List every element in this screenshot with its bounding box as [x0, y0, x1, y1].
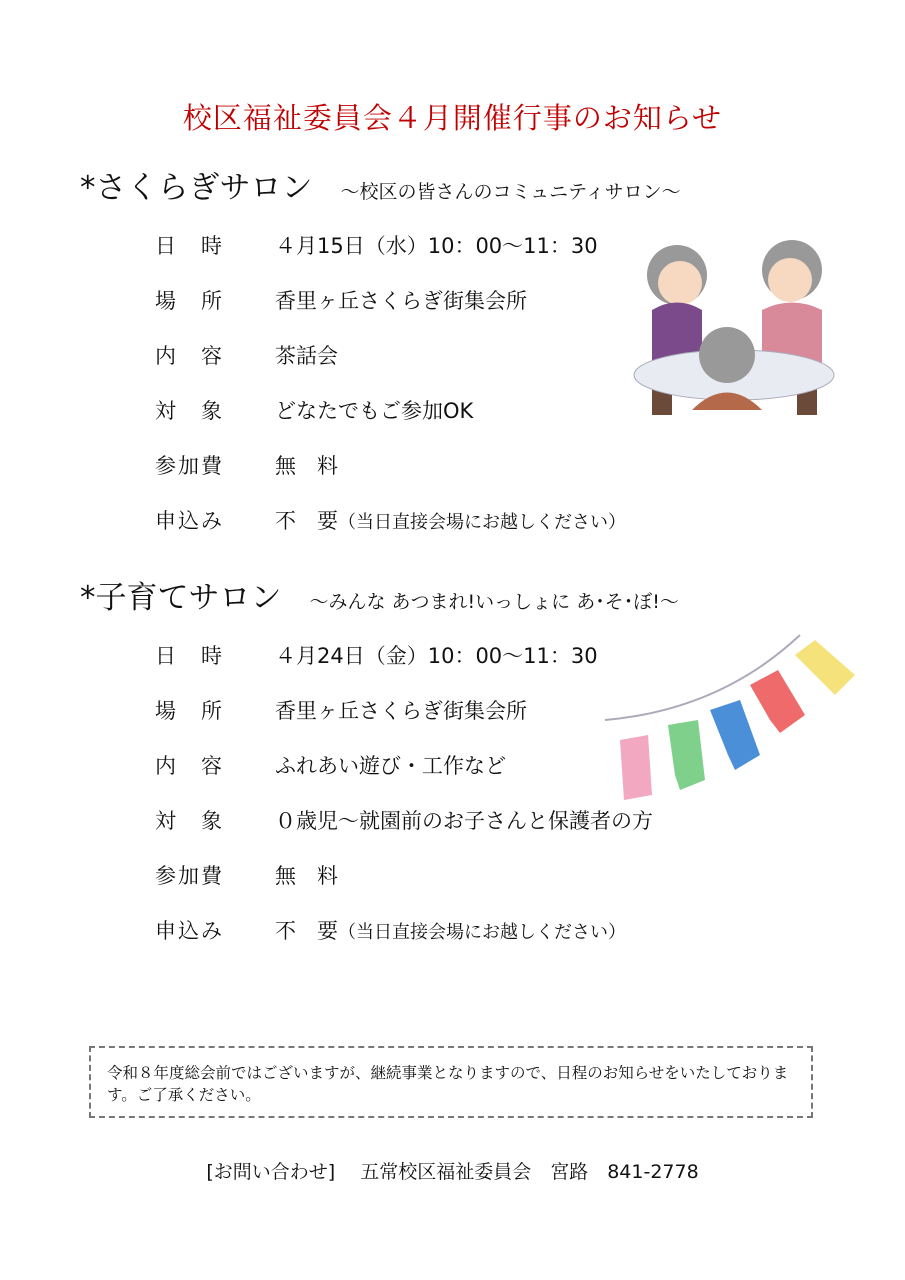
row-label: 参加費 [155, 454, 224, 478]
section-heading-sakuragi [80, 162, 681, 207]
row-note: （当日直接会場にお越しください） [338, 512, 626, 533]
row-label: 申込み [155, 509, 224, 533]
row-value: 不 要 [275, 509, 338, 533]
info-row [155, 860, 338, 890]
row-value: ふれあい遊び・工作など [275, 754, 506, 778]
row-label: 参加費 [155, 864, 224, 888]
info-row [155, 805, 653, 835]
info-row [155, 450, 338, 480]
row-value: ４月15日（水）10：00～11：30 [275, 234, 598, 258]
row-value: ０歳児～就園前のお子さんと保護者の方 [275, 809, 653, 833]
row-value: 香里ヶ丘さくらぎ街集会所 [275, 289, 527, 313]
row-value: どなたでもご参加OK [275, 399, 474, 423]
row-label: 内 容 [155, 344, 224, 368]
tea-party-illustration [632, 235, 837, 420]
info-row [155, 640, 598, 670]
info-row [155, 340, 338, 370]
row-value: ４月24日（金）10：00～11：30 [275, 644, 598, 668]
row-value: 無 料 [275, 864, 338, 888]
row-value: 不 要 [275, 919, 338, 943]
page-title: 校区福祉委員会４月開催行事のお知らせ [182, 101, 723, 135]
koinobori-garland-illustration [600, 615, 860, 805]
info-row [155, 750, 506, 780]
contact-info: [お問い合わせ] 五常校区福祉委員会 宮路 841-2778 [206, 1161, 699, 1183]
row-value: 無 料 [275, 454, 338, 478]
row-label: 申込み [155, 919, 224, 943]
heading-subtitle: ～みんな あつまれ!いっしょに あ･そ･ぼ!～ [309, 591, 679, 613]
row-label: 日 時 [155, 644, 224, 668]
row-label: 場 所 [155, 699, 224, 723]
heading-text: *子育てサロン [80, 580, 282, 616]
row-label: 日 時 [155, 234, 224, 258]
row-label: 内 容 [155, 754, 224, 778]
row-value: 茶話会 [275, 344, 338, 368]
info-row [155, 395, 473, 425]
notice-box: 令和８年度総会前ではございますが、継続事業となりますので、日程のお知らせをいたしております。ご了承ください。 [89, 1046, 813, 1118]
row-label: 対 象 [155, 399, 224, 423]
row-value: 香里ヶ丘さくらぎ街集会所 [275, 699, 527, 723]
row-note: （当日直接会場にお越しください） [338, 922, 626, 943]
section-heading-kosodate [80, 572, 679, 617]
info-row [155, 505, 626, 535]
info-row [155, 230, 598, 260]
info-row [155, 915, 626, 945]
info-row [155, 285, 527, 315]
heading-text: *さくらぎサロン [80, 170, 313, 206]
row-label: 場 所 [155, 289, 224, 313]
heading-subtitle: ～校区の皆さんのコミュニティサロン～ [340, 181, 681, 203]
info-row [155, 695, 527, 725]
row-label: 対 象 [155, 809, 224, 833]
